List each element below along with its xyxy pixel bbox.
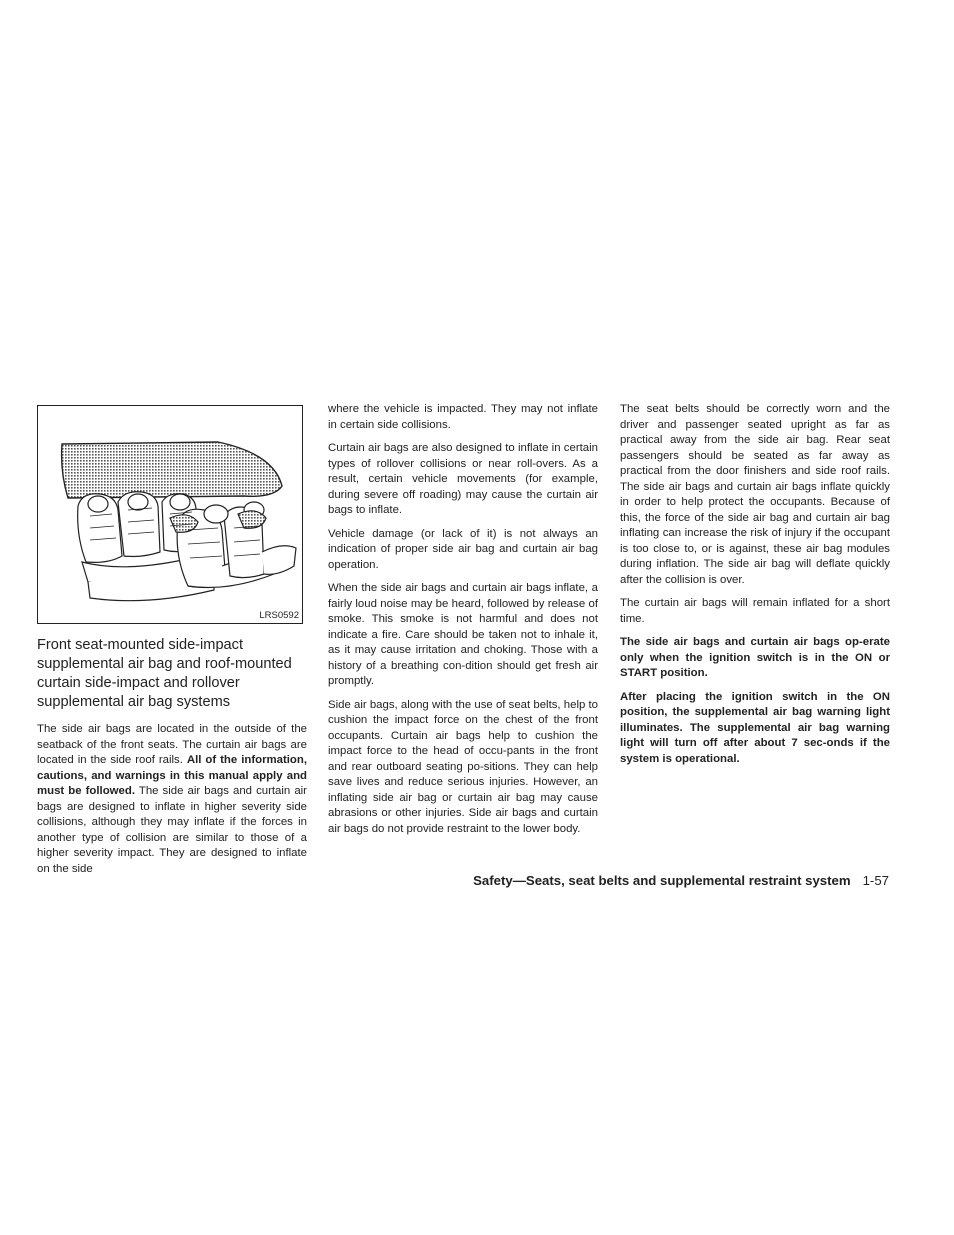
bold-paragraph: The side air bags and curtain air bags op-erate only when the ignition switch is in the ON or START position. — [620, 636, 890, 679]
column-right — [620, 402, 890, 775]
paragraph: The seat belts should be correctly worn and the driver and passenger seated upright as far as practical away from the side air bag. Rear seat passengers should be seated as far away as practical from the door finishers and side roof rails. The side air bags and curtain air bags inflate quickly in order to help protect the occupants. Because of this, the force of the side air bag and curtain air bag inflating can increase the risk of injury if the occupant is too close to, or is against, these air bag modules during inflation. The side air bag will deflate quickly after the collision is over. — [620, 403, 890, 586]
paragraph: Curtain air bags are also designed to inflate in certain types of rollover collisions or near roll-overs. As a result, certain vehicle movements (for example, during severe off roading) may cause the curtain air bags to inflate. — [328, 442, 598, 516]
intro-text-a: The side air bags are located in the outside of the seatback of the front seats. The curtain air bags are located in the side roof rails. — [37, 723, 307, 766]
intro-warning-bold: All of the information, cautions, and warnings in this manual apply and must be followed. — [37, 754, 308, 797]
paragraph: When the side air bags and curtain air bags inflate, a fairly loud noise may be heard, followed by release of smoke. This smoke is not harmful and does not indicate a fire. Care should be taken not to inhale it, as it may cause irritation and choking. Those with a history of a breathing con-dition should get fresh air promptly. — [328, 582, 598, 687]
curtain-airbag — [62, 442, 282, 498]
seat-airbag-drawing — [38, 406, 302, 623]
paragraph: Side air bags, along with the use of seat belts, help to cushion the impact force on the chest of the front occupants. Curtain air bags help to cushion the impact force to the head of occu-pants in the front and rear outboard seating po-sitions. They can help save lives and reduce serious injuries. However, an inflating side air bag or curtain air bag may cause abrasions or other injuries. Side air bags and curtain air bags do not provide restraint to the lower body. — [328, 698, 598, 835]
figure-code: LRS0592 — [259, 610, 299, 621]
paragraph: The curtain air bags will remain inflated for a short time. — [620, 597, 890, 625]
column-middle — [328, 402, 598, 845]
column-left — [37, 405, 307, 885]
bold-paragraph: After placing the ignition switch in the ON position, the supplemental air bag warning light illuminates. The supplemental air bag warning light will turn off after about 7 sec-onds if the system is operational. — [620, 690, 890, 765]
paragraph: where the vehicle is impacted. They may not inflate in certain side collisions. — [328, 403, 598, 431]
airbag-illustration — [37, 405, 303, 624]
page-number: 1-57 — [862, 873, 889, 888]
section-heading: Front seat-mounted side-impact supplemental air bag and roof-mounted curtain side-impact and rollover supplemental air bag systems — [37, 637, 292, 710]
footer-section-title: Safety—Seats, seat belts and supplemental restraint system — [473, 873, 851, 888]
intro-text-b: The side air bags and curtain air bags are designed to inflate in higher severity side collisions, although they may inflate if the forces in another type of collision are similar to those of a higher severity impact. They are designed to inflate on the side — [37, 785, 307, 875]
paragraph: Vehicle damage (or lack of it) is not always an indication of proper side air bag and curtain air bag operation. — [328, 527, 598, 571]
intro-paragraph — [37, 722, 307, 877]
page-footer — [473, 872, 889, 890]
